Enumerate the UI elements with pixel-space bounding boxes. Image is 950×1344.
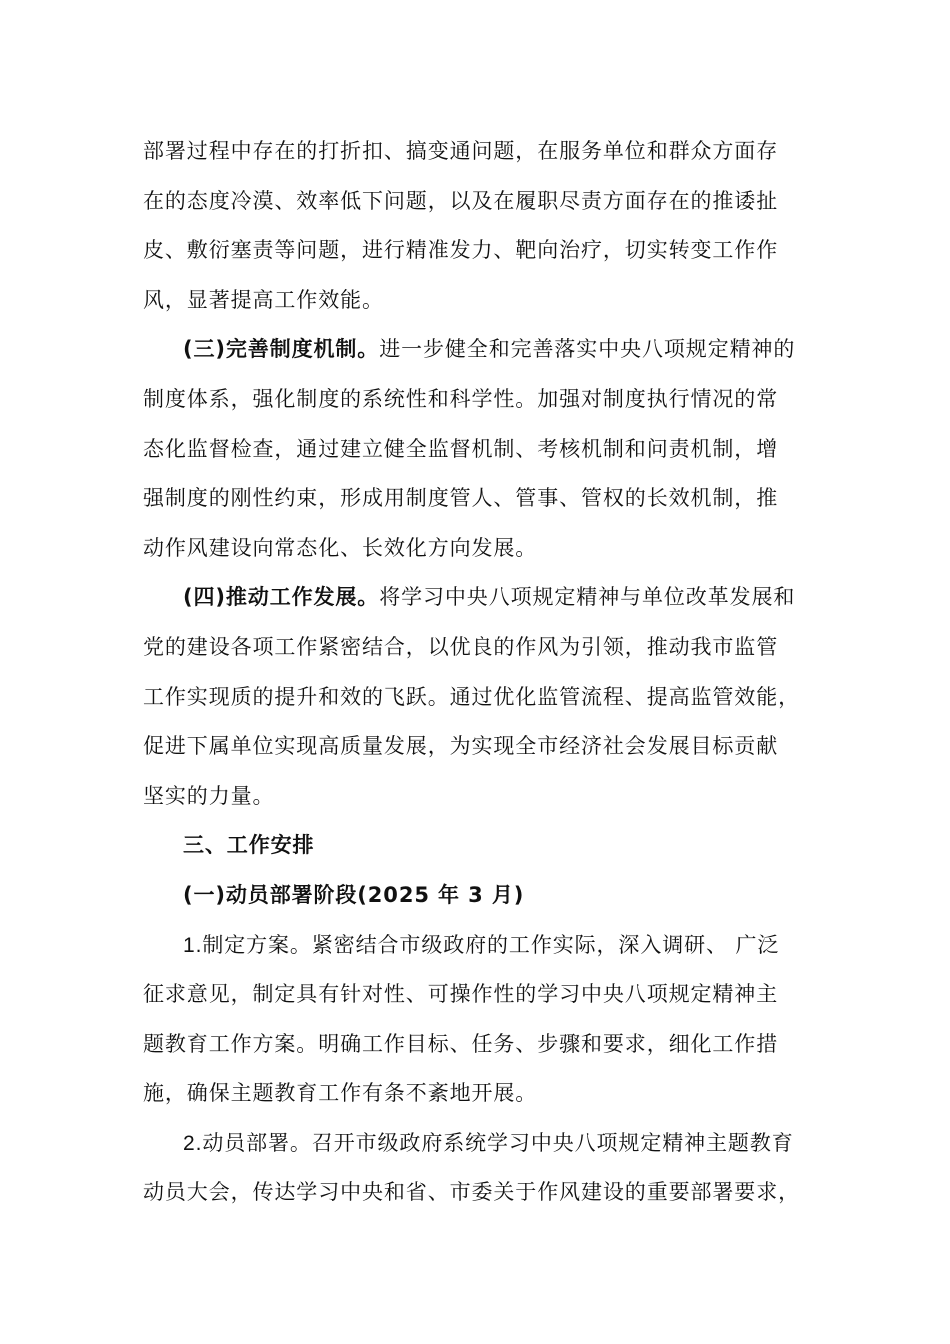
document-body xyxy=(143,127,829,1218)
body-text: 1. xyxy=(183,933,203,957)
body-text: 风，显著提高工作效能。 xyxy=(143,287,384,312)
body-text: 强制度的刚性约束，形成用制度管人、管事、管权的长效机制，推 xyxy=(143,486,779,511)
heading-text: (一)动员部署阶段(2025 年 3 月) xyxy=(183,882,525,907)
text-line xyxy=(143,226,829,276)
body-text: 制定方案。紧密结合市级政府的工作实际，深入调研、 广泛 xyxy=(202,932,780,957)
text-line xyxy=(143,970,829,1020)
body-text: 皮、敷衍塞责等问题，进行精准发力、靶向治疗，切实转变工作作 xyxy=(143,238,779,263)
text-line xyxy=(143,375,829,425)
body-text: 态化监督检查，通过建立健全监督机制、考核机制和问责机制，增 xyxy=(143,436,779,461)
body-text: 题教育工作方案。明确工作目标、任务、步骤和要求，细化工作措 xyxy=(143,1031,779,1056)
text-line xyxy=(143,325,829,375)
text-line xyxy=(143,921,829,971)
heading-text: 三、工作安排 xyxy=(183,833,315,858)
body-text: 征求意见，制定具有针对性、可操作性的学习中央八项规定精神主 xyxy=(143,982,779,1007)
body-text: 施，确保主题教育工作有条不紊地开展。 xyxy=(143,1081,538,1106)
text-line xyxy=(143,1119,829,1169)
body-text: 将学习中央八项规定精神与单位改革发展和 xyxy=(379,585,796,610)
text-line xyxy=(143,127,829,177)
body-text: 促进下属单位实现高质量发展，为实现全市经济社会发展目标贡献 xyxy=(143,734,779,759)
body-text: 部署过程中存在的打折扣、搞变通问题，在服务单位和群众方面存 xyxy=(143,139,779,163)
text-line xyxy=(143,276,829,326)
body-text: 动员大会，传达学习中央和省、市委关于作风建设的重要部署要求， xyxy=(143,1180,800,1205)
body-text: 进一步健全和完善落实中央八项规定精神的 xyxy=(379,337,796,362)
heading-text: (三)完善制度机制。 xyxy=(183,337,380,362)
text-line xyxy=(143,722,829,772)
text-line xyxy=(143,524,829,574)
text-line xyxy=(143,573,829,623)
body-text: 工作实现质的提升和效的飞跃。通过优化监管流程、提高监管效能， xyxy=(143,684,800,709)
text-line xyxy=(143,474,829,524)
text-line xyxy=(143,425,829,475)
text-line xyxy=(143,1168,829,1218)
body-text: 动员部署。召开市级政府系统学习中央八项规定精神主题教育 xyxy=(202,1130,794,1155)
text-line xyxy=(143,871,829,921)
text-line xyxy=(143,821,829,871)
text-line xyxy=(143,1069,829,1119)
heading-text: (四)推动工作发展。 xyxy=(183,585,380,610)
text-line xyxy=(143,1020,829,1070)
text-line xyxy=(143,623,829,673)
text-line xyxy=(143,772,829,822)
body-text: 党的建设各项工作紧密结合，以优良的作风为引领，推动我市监管 xyxy=(143,634,779,659)
text-line xyxy=(143,177,829,227)
text-line xyxy=(143,673,829,723)
body-text: 2. xyxy=(183,1131,203,1155)
body-text: 坚实的力量。 xyxy=(143,783,275,808)
body-text: 动作风建设向常态化、长效化方向发展。 xyxy=(143,535,538,560)
body-text: 制度体系，强化制度的系统性和科学性。加强对制度执行情况的常 xyxy=(143,386,779,411)
body-text: 在的态度冷漠、效率低下问题，以及在履职尽责方面存在的推诿扯 xyxy=(143,188,779,213)
